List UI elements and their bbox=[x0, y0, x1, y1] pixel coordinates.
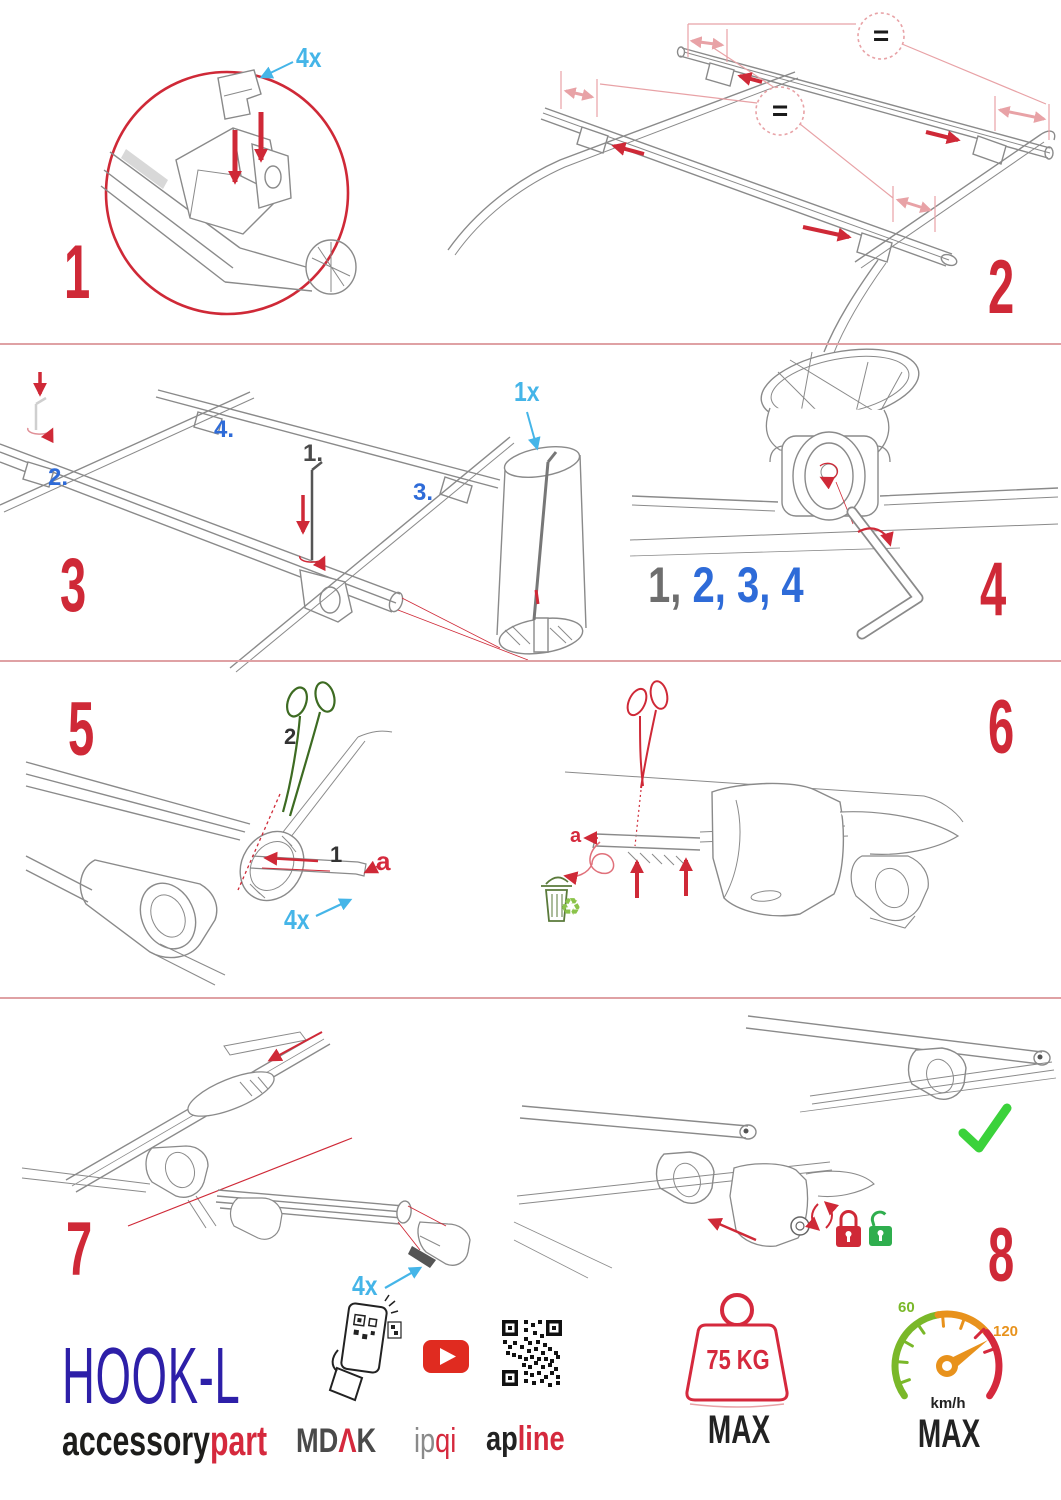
section-divider-3 bbox=[0, 997, 1061, 999]
brand-word-red: part bbox=[209, 1417, 268, 1464]
phone-scan-icon bbox=[330, 1295, 401, 1400]
step3-label-1: 1. bbox=[303, 440, 324, 467]
equals-symbol-mid: = bbox=[771, 95, 789, 126]
step4-number: 4 bbox=[980, 547, 1005, 632]
measure-arrows bbox=[566, 41, 1044, 210]
key-rotate-arrows bbox=[812, 1204, 818, 1229]
step6-label-a: a bbox=[570, 825, 582, 847]
step3-label-3: 3. bbox=[413, 479, 434, 506]
ipqi-red: qi bbox=[435, 1422, 457, 1460]
step7-qty-label: 4x bbox=[352, 1270, 378, 1301]
ghost-key bbox=[36, 398, 46, 430]
section-divider-1 bbox=[0, 343, 1061, 345]
step2-equal-spacing-illustration bbox=[448, 13, 1055, 355]
step5-label-a: a bbox=[376, 846, 391, 876]
qty-pointer bbox=[385, 1268, 420, 1288]
apline-black: ap bbox=[486, 1420, 518, 1458]
bracket-part bbox=[218, 70, 261, 119]
step6-number: 6 bbox=[988, 685, 1013, 770]
step5-number: 5 bbox=[68, 687, 93, 772]
sequence-gray-part: 1, bbox=[648, 557, 682, 613]
qty-pointer bbox=[262, 62, 293, 77]
step2-number: 2 bbox=[988, 245, 1013, 330]
apline-red: line bbox=[517, 1420, 565, 1458]
step3-assembly-order-illustration bbox=[0, 372, 586, 672]
locked-padlock-icon bbox=[836, 1212, 861, 1248]
ipqi-gray: ip bbox=[414, 1422, 436, 1460]
mdak-suffix: K bbox=[356, 1422, 377, 1460]
speed-unit: km/h bbox=[930, 1395, 966, 1412]
step8-number: 8 bbox=[988, 1213, 1013, 1298]
max-load-label: MAX bbox=[707, 1408, 771, 1452]
step1-qty-label: 4x bbox=[296, 42, 322, 73]
push-up-arrows bbox=[637, 860, 686, 898]
mdak-prefix: MD bbox=[296, 1422, 339, 1460]
key-cylinder bbox=[791, 1217, 809, 1235]
bar-cross-section bbox=[497, 442, 586, 659]
scissors-red-icon bbox=[624, 680, 670, 846]
unlocked-padlock-icon bbox=[869, 1211, 892, 1246]
step6-discard-strap-illustration bbox=[541, 680, 963, 928]
max-load-value: 75 KG bbox=[706, 1344, 770, 1375]
step3-label-2: 2. bbox=[48, 464, 69, 491]
mdak-caret: Λ bbox=[338, 1422, 357, 1460]
brand-logo bbox=[62, 1417, 268, 1464]
max-speed-label: MAX bbox=[917, 1412, 981, 1456]
recycle-icon: ♻ bbox=[560, 894, 582, 921]
speed-tick-120: 120 bbox=[993, 1323, 1019, 1340]
step7-number: 7 bbox=[66, 1207, 91, 1292]
brand-word-black: accessory bbox=[62, 1417, 210, 1464]
step3-qty-label: 1x bbox=[514, 376, 540, 407]
step5-label-2: 2 bbox=[284, 724, 297, 749]
discard-squiggle bbox=[566, 842, 614, 877]
step5-qty-label: 4x bbox=[284, 904, 310, 935]
partner-logo-mdak bbox=[296, 1424, 376, 1458]
equals-symbol-top: = bbox=[872, 20, 890, 51]
qr-code bbox=[502, 1320, 562, 1387]
step1-number: 1 bbox=[64, 230, 89, 315]
sequence-blue-part: 2, 3, 4 bbox=[681, 557, 804, 613]
speedometer-icon bbox=[895, 1314, 999, 1396]
partner-logo-ipqi bbox=[414, 1424, 456, 1458]
qty-pointer bbox=[316, 900, 350, 916]
step5-label-1: 1 bbox=[330, 842, 343, 867]
step1-clamp-detail-illustration bbox=[101, 62, 356, 314]
qty-pointer bbox=[527, 412, 537, 448]
step4-sequence bbox=[648, 557, 804, 613]
youtube-icon bbox=[423, 1340, 469, 1373]
product-name: HOOK-L bbox=[62, 1331, 241, 1420]
section-divider-2 bbox=[0, 660, 1061, 662]
step3-label-4: 4. bbox=[214, 416, 235, 443]
step8-lock-illustration bbox=[514, 1016, 1056, 1278]
speed-tick-60: 60 bbox=[898, 1299, 915, 1316]
allen-key bbox=[312, 462, 322, 560]
partner-logo-apline bbox=[486, 1422, 565, 1456]
step3-number: 3 bbox=[60, 543, 85, 628]
check-icon bbox=[963, 1108, 1007, 1148]
